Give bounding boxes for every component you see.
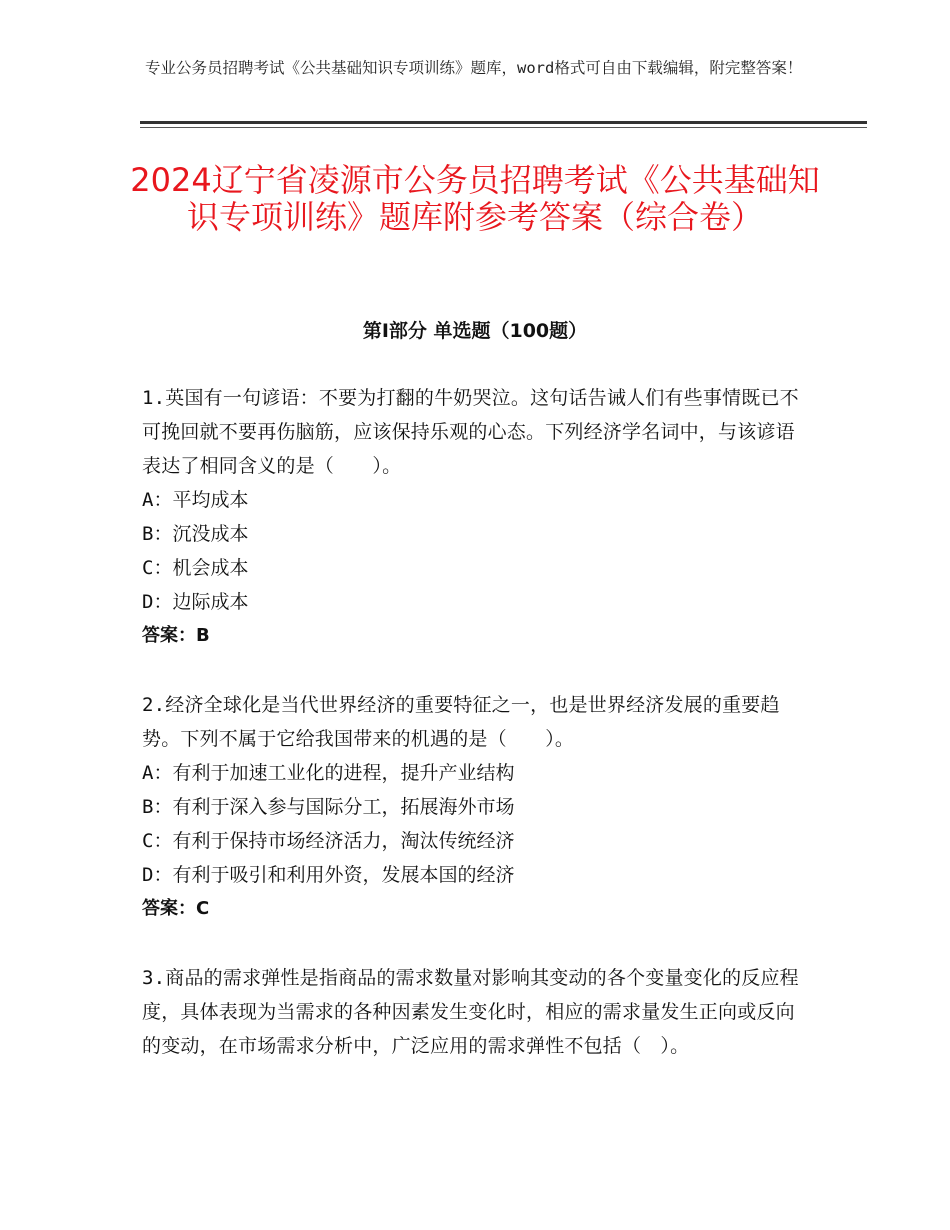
option-b: B：有利于深入参与国际分工，拓展海外市场 [142, 796, 515, 818]
document-title: 2024辽宁省凌源市公务员招聘考试《公共基础知识专项训练》题库附参考答案（综合卷） [130, 161, 820, 236]
header-rule-thick [140, 121, 867, 124]
option-c: C：有利于保持市场经济活力，淘汰传统经济 [142, 830, 515, 852]
option-b: B：沉没成本 [142, 523, 249, 545]
answer: 答案：B [142, 625, 210, 646]
option-a: A：有利于加速工业化的进程，提升产业结构 [142, 762, 515, 784]
question-2 [142, 688, 807, 926]
option-d: D：边际成本 [142, 591, 249, 613]
answer: 答案：C [142, 898, 210, 919]
question-3 [142, 961, 807, 1063]
question-stem: 3.商品的需求弹性是指商品的需求数量对影响其变动的各个变量变化的反应程度，具体表现为当需求的各种因素发生变化时，相应的需求量发生正向或反向的变动，在市场需求分析中，广泛应用的需求弹性不包括（ ）。 [142, 967, 799, 1057]
header-note: 专业公务员招聘考试《公共基础知识专项训练》题库，word格式可自由下载编辑，附完整答案！ [145, 59, 803, 77]
option-d: D：有利于吸引和利用外资，发展本国的经济 [142, 864, 515, 886]
header-rule-thin [140, 127, 867, 128]
question-1 [142, 381, 807, 653]
question-stem: 2.经济全球化是当代世界经济的重要特征之一，也是世界经济发展的重要趋势。下列不属于它给我国带来的机遇的是（ ）。 [142, 694, 780, 750]
section-heading: 第I部分 单选题（100题） [362, 320, 588, 342]
option-c: C：机会成本 [142, 557, 249, 579]
question-stem: 1.英国有一句谚语：不要为打翻的牛奶哭泣。这句话告诫人们有些事情既已不可挽回就不要再伤脑筋，应该保持乐观的心态。下列经济学名词中，与该谚语表达了相同含义的是（ ）。 [142, 387, 799, 477]
option-a: A：平均成本 [142, 489, 249, 511]
